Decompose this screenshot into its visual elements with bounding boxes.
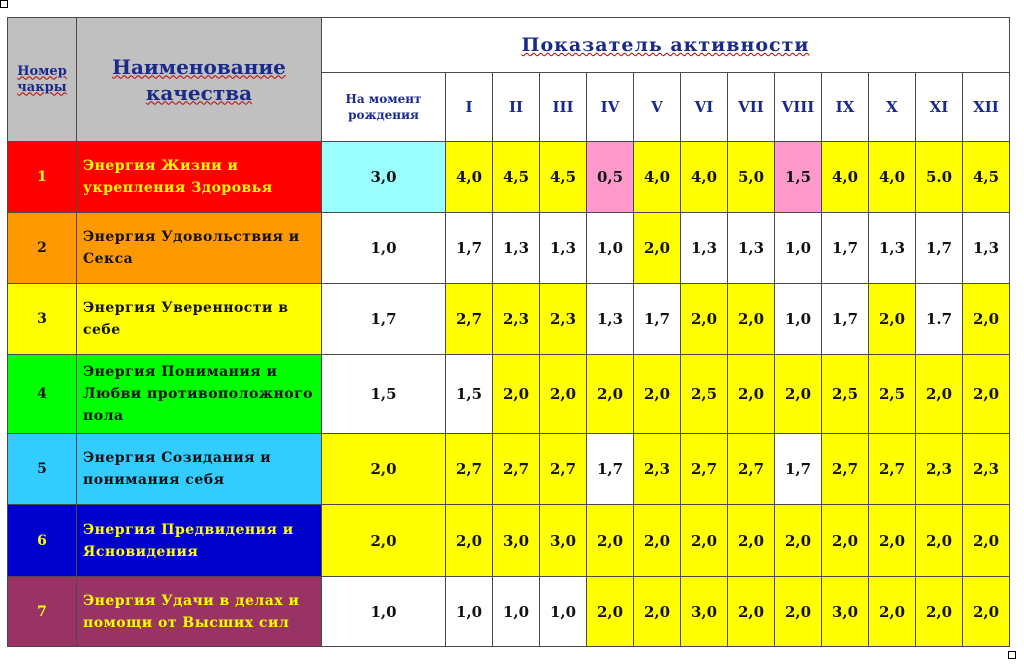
quality-name-cell: Энергия Жизни и укрепления Здоровья	[77, 142, 322, 213]
period-value-cell: 3,0	[493, 505, 540, 577]
period-value-cell: 1,3	[493, 213, 540, 284]
period-value-cell: 2,0	[587, 577, 634, 647]
birth-value-cell: 2,0	[322, 434, 446, 505]
chakra-number-cell: 1	[8, 142, 77, 213]
period-value-cell: 2,7	[869, 434, 916, 505]
period-value-cell: 3,0	[822, 577, 869, 647]
period-value-cell: 1,5	[446, 355, 493, 434]
period-value-cell: 2,0	[775, 577, 822, 647]
period-value-cell: 1,3	[540, 213, 587, 284]
period-value-cell: 2,0	[775, 355, 822, 434]
period-value-cell: 4,0	[446, 142, 493, 213]
top-left-handle[interactable]	[0, 0, 8, 8]
period-value-cell: 1,7	[446, 213, 493, 284]
table-body	[8, 142, 1010, 647]
birth-value-cell: 2,0	[322, 505, 446, 577]
period-value-cell: 2,0	[916, 505, 963, 577]
chakra-number-cell: 4	[8, 355, 77, 434]
period-value-cell: 1,7	[822, 284, 869, 355]
period-value-cell: 2,0	[540, 355, 587, 434]
birth-value-cell: 1,7	[322, 284, 446, 355]
table-row	[8, 577, 1010, 647]
period-value-cell: 1,3	[869, 213, 916, 284]
period-value-cell: 1,3	[963, 213, 1010, 284]
period-value-cell: 1,3	[728, 213, 775, 284]
period-value-cell: 1,7	[775, 434, 822, 505]
period-value-cell: 5,0	[728, 142, 775, 213]
period-header-3: III	[540, 73, 587, 142]
quality-name-cell: Энергия Созидания и понимания себя	[77, 434, 322, 505]
quality-name-header: Наименование качества	[77, 18, 322, 142]
period-value-cell: 0,5	[587, 142, 634, 213]
period-value-cell: 2,0	[446, 505, 493, 577]
period-value-cell: 2,7	[446, 284, 493, 355]
period-value-cell: 2,5	[822, 355, 869, 434]
period-value-cell: 2,7	[822, 434, 869, 505]
period-value-cell: 4,0	[634, 142, 681, 213]
period-value-cell: 4,0	[681, 142, 728, 213]
birth-value-cell: 1,5	[322, 355, 446, 434]
period-value-cell: 2,0	[728, 505, 775, 577]
period-value-cell: 2,0	[634, 355, 681, 434]
period-value-cell: 4,5	[963, 142, 1010, 213]
period-value-cell: 3,0	[540, 505, 587, 577]
period-header-6: VI	[681, 73, 728, 142]
period-value-cell: 2,0	[634, 213, 681, 284]
period-value-cell: 2,0	[963, 355, 1010, 434]
period-value-cell: 2,0	[869, 505, 916, 577]
period-value-cell: 2,7	[728, 434, 775, 505]
period-value-cell: 5.0	[916, 142, 963, 213]
period-value-cell: 2,3	[963, 434, 1010, 505]
chakra-number-cell: 5	[8, 434, 77, 505]
chakra-number-header: Номер чакры	[8, 18, 77, 142]
bottom-right-handle[interactable]	[1008, 651, 1016, 659]
birth-value-cell: 1,0	[322, 577, 446, 647]
period-value-cell: 2,7	[681, 434, 728, 505]
period-value-cell: 4,0	[869, 142, 916, 213]
chakra-number-cell: 2	[8, 213, 77, 284]
period-header-12: XII	[963, 73, 1010, 142]
quality-name-cell: Энергия Понимания и Любви противоположного пола	[77, 355, 322, 434]
table-row	[8, 284, 1010, 355]
period-value-cell: 2,0	[963, 505, 1010, 577]
table-row	[8, 142, 1010, 213]
chakra-number-cell: 6	[8, 505, 77, 577]
period-value-cell: 2,0	[916, 355, 963, 434]
period-value-cell: 2,0	[728, 577, 775, 647]
period-value-cell: 2,0	[869, 577, 916, 647]
chakra-activity-table	[7, 17, 1010, 647]
period-value-cell: 2,0	[916, 577, 963, 647]
period-value-cell: 2,3	[540, 284, 587, 355]
period-value-cell: 1,5	[775, 142, 822, 213]
table-row	[8, 213, 1010, 284]
birth-value-cell: 3,0	[322, 142, 446, 213]
period-value-cell: 2,0	[587, 505, 634, 577]
period-value-cell: 1,7	[634, 284, 681, 355]
period-value-cell: 2,0	[963, 284, 1010, 355]
period-value-cell: 2,0	[822, 505, 869, 577]
period-value-cell: 1,7	[822, 213, 869, 284]
period-value-cell: 4,0	[822, 142, 869, 213]
period-value-cell: 2,3	[916, 434, 963, 505]
table-row	[8, 434, 1010, 505]
period-value-cell: 1,0	[493, 577, 540, 647]
period-value-cell: 1,0	[540, 577, 587, 647]
activity-header: Показатель активности	[322, 18, 1010, 73]
period-header-2: II	[493, 73, 540, 142]
period-header-7: VII	[728, 73, 775, 142]
period-value-cell: 2,0	[963, 577, 1010, 647]
quality-name-cell: Энергия Удачи в делах и помощи от Высших сил	[77, 577, 322, 647]
period-value-cell: 1,7	[916, 213, 963, 284]
period-value-cell: 2,0	[869, 284, 916, 355]
period-header-8: VIII	[775, 73, 822, 142]
period-value-cell: 2,0	[493, 355, 540, 434]
birth-column-header: На момент рождения	[322, 73, 446, 142]
period-header-1: I	[446, 73, 493, 142]
period-value-cell: 1,0	[775, 284, 822, 355]
period-header-4: IV	[587, 73, 634, 142]
birth-value-cell: 1,0	[322, 213, 446, 284]
period-value-cell: 2,7	[446, 434, 493, 505]
table-row	[8, 355, 1010, 434]
period-value-cell: 1,0	[775, 213, 822, 284]
period-value-cell: 1.7	[916, 284, 963, 355]
period-value-cell: 4,5	[493, 142, 540, 213]
period-value-cell: 2,0	[634, 505, 681, 577]
period-header-10: X	[869, 73, 916, 142]
period-value-cell: 2,0	[728, 284, 775, 355]
period-value-cell: 1,0	[446, 577, 493, 647]
period-value-cell: 2,0	[587, 355, 634, 434]
quality-name-cell: Энергия Предвидения и Ясновидения	[77, 505, 322, 577]
quality-name-cell: Энергия Уверенности в себе	[77, 284, 322, 355]
period-value-cell: 2,0	[775, 505, 822, 577]
period-value-cell: 2,3	[493, 284, 540, 355]
period-header-9: IX	[822, 73, 869, 142]
quality-name-cell: Энергия Удовольствия и Секса	[77, 213, 322, 284]
period-header-11: XI	[916, 73, 963, 142]
period-value-cell: 1,3	[681, 213, 728, 284]
period-value-cell: 2,3	[634, 434, 681, 505]
period-value-cell: 1,3	[587, 284, 634, 355]
period-value-cell: 2,5	[869, 355, 916, 434]
period-value-cell: 2,0	[728, 355, 775, 434]
period-value-cell: 1,0	[587, 213, 634, 284]
period-value-cell: 2,0	[634, 577, 681, 647]
period-value-cell: 2,0	[681, 284, 728, 355]
period-value-cell: 2,7	[493, 434, 540, 505]
period-value-cell: 2,7	[540, 434, 587, 505]
chakra-number-cell: 7	[8, 577, 77, 647]
chakra-number-cell: 3	[8, 284, 77, 355]
period-value-cell: 1,7	[587, 434, 634, 505]
period-header-5: V	[634, 73, 681, 142]
period-value-cell: 3,0	[681, 577, 728, 647]
period-value-cell: 2,5	[681, 355, 728, 434]
period-value-cell: 4,5	[540, 142, 587, 213]
table-row	[8, 505, 1010, 577]
period-value-cell: 2,0	[681, 505, 728, 577]
